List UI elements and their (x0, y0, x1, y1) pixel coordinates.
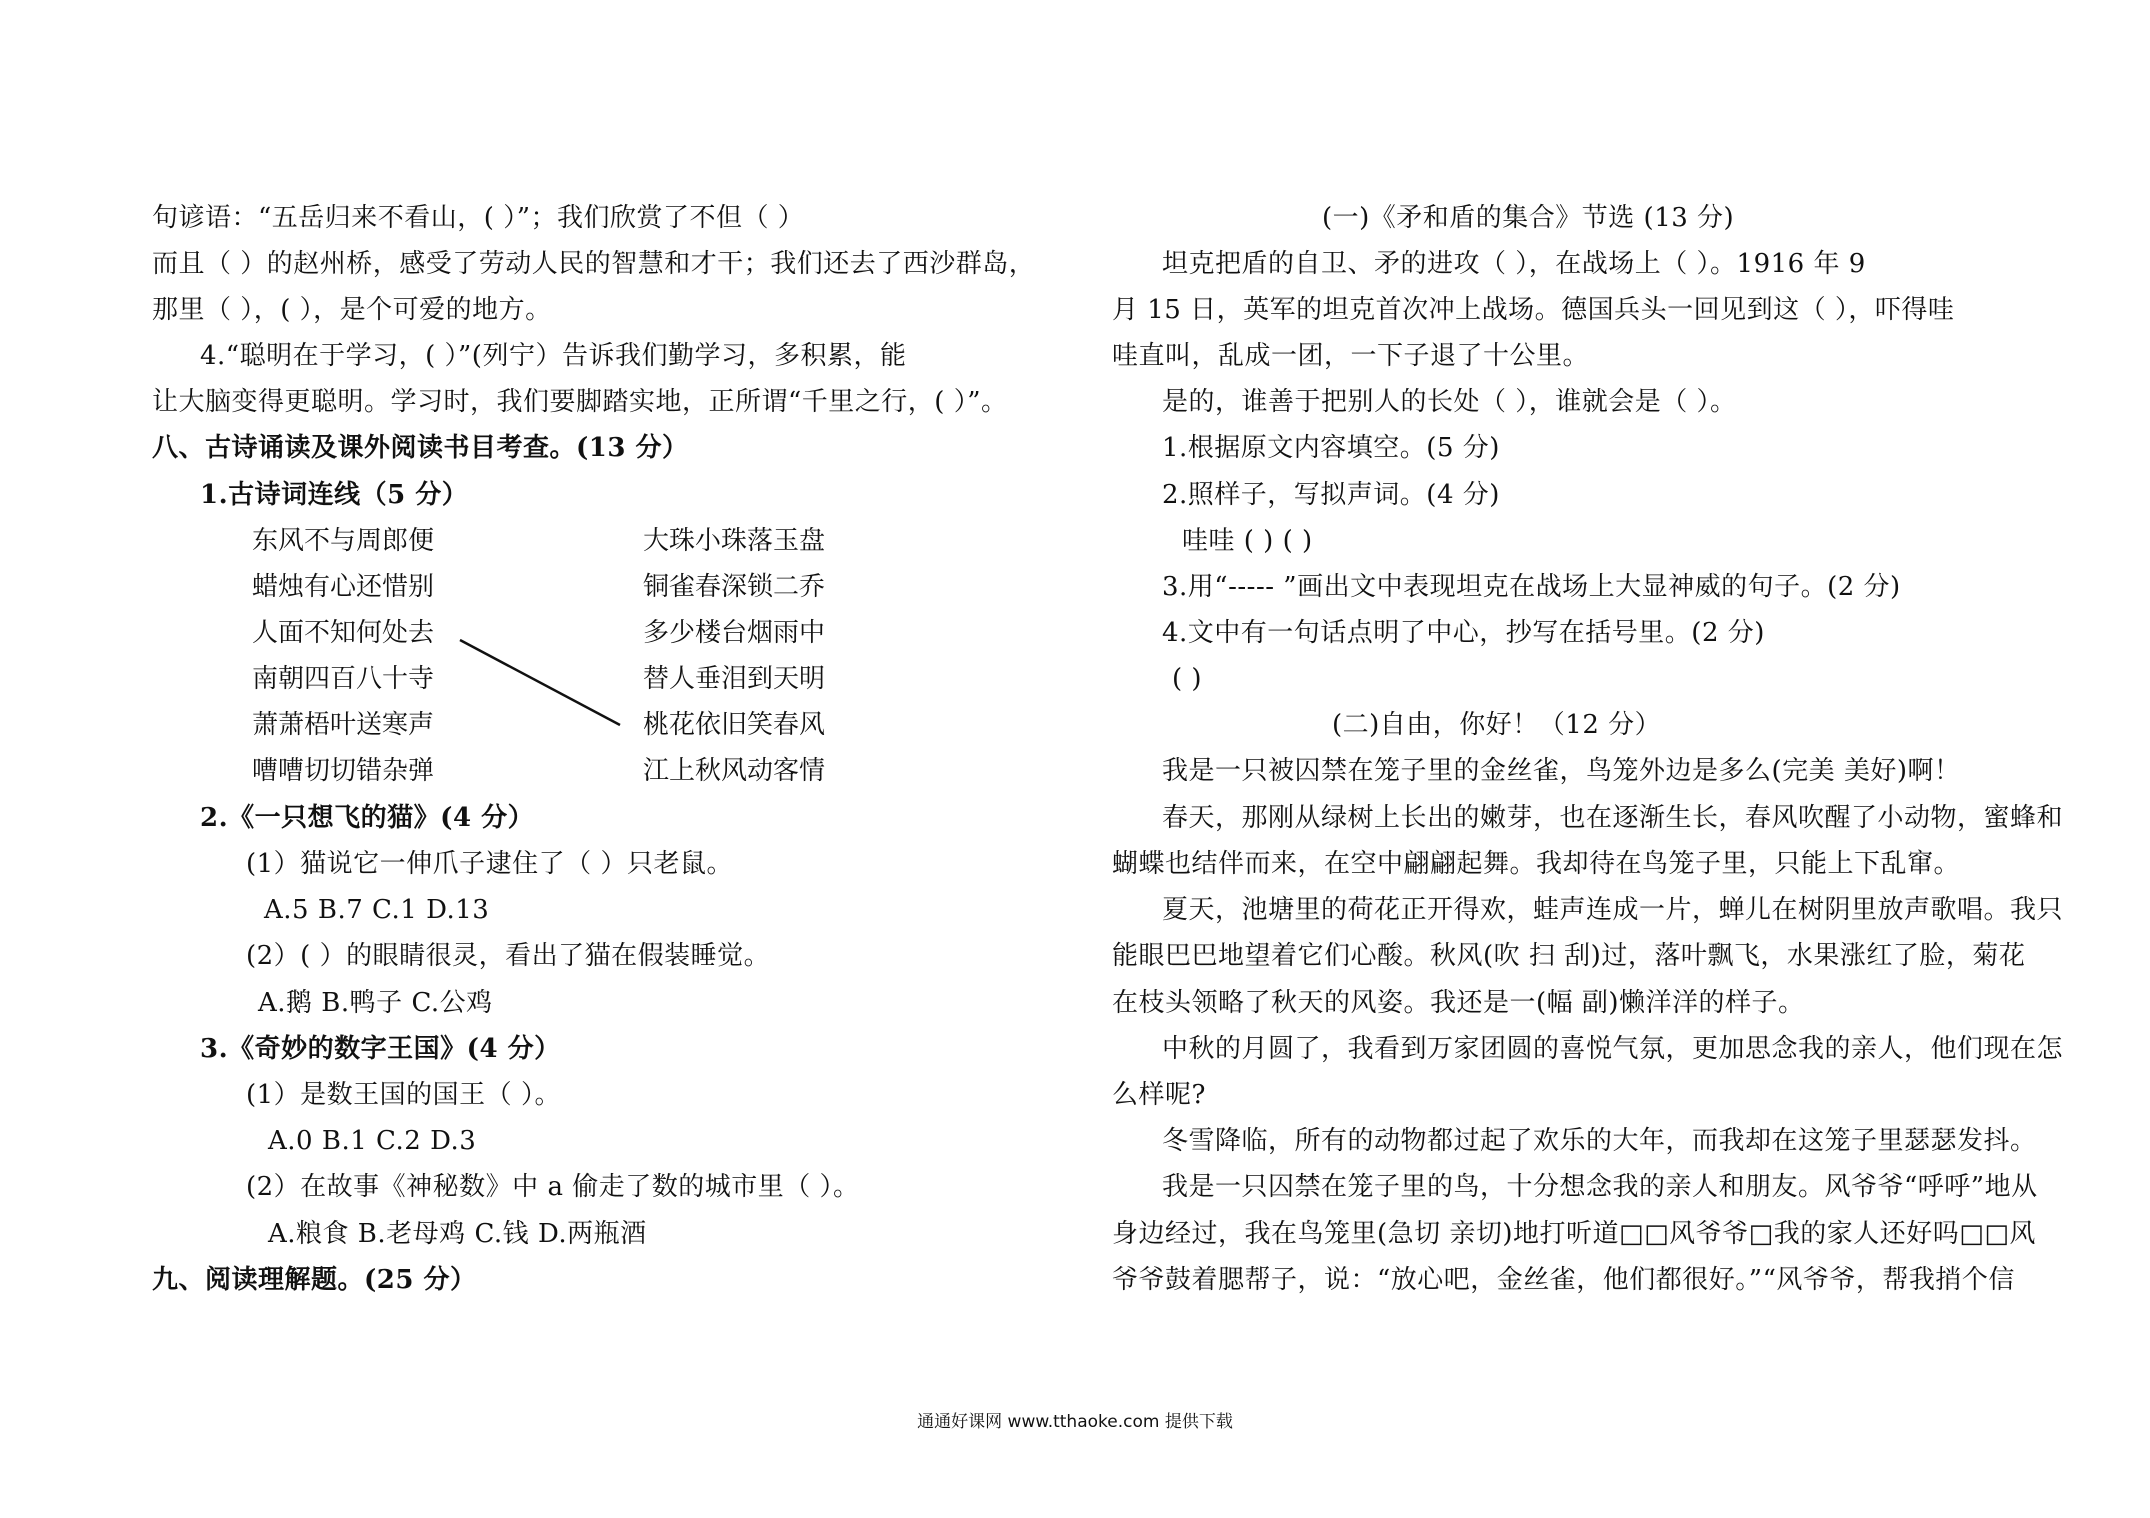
text-line: 春天，那刚从绿树上长出的嫩芽，也在逐渐生长，春风吹醒了小动物，蜜蜂和 (1162, 803, 2064, 833)
poem-left-line: 东风不与周郎便 (252, 526, 435, 556)
question-line: (2）( ）的眼睛很灵，看出了猫在假装睡觉。 (246, 941, 771, 971)
passage-title: (二)自由，你好！（12 分） (1332, 710, 1662, 740)
options-line: A.粮食 B.老母鸡 C.钱 D.两瓶酒 (268, 1219, 647, 1249)
poem-right-line: 铜雀春深锁二乔 (643, 572, 826, 602)
poem-left-line: 蜡烛有心还惜别 (252, 572, 435, 602)
text-line: 中秋的月圆了，我看到万家团圆的喜悦气氛，更加思念我的亲人，他们现在怎 (1162, 1034, 2064, 1064)
text-line: 冬雪降临，所有的动物都过起了欢乐的大年，而我却在这笼子里瑟瑟发抖。 (1162, 1126, 2037, 1156)
options-line: A.5 B.7 C.1 D.13 (264, 895, 490, 925)
text-line: 蝴蝶也结伴而来，在空中翩翩起舞。我却待在鸟笼子里，只能上下乱窜。 (1112, 849, 1961, 879)
question-line: 4.文中有一句话点明了中心，抄写在括号里。(2 分) (1162, 618, 1765, 648)
text-line: 坦克把盾的自卫、矛的进攻（ ），在战场上（ ）。1916 年 9 (1162, 249, 1866, 279)
text-line: 月 15 日，英军的坦克首次冲上战场。德国兵头一回见到这（ ），吓得哇 (1112, 295, 1955, 325)
text-line: 哇直叫，乱成一团，一下子退了十公里。 (1112, 341, 1590, 371)
text-line: 能眼巴巴地望着它们心酸。秋风(吹 扫 刮)过，落叶飘飞，水果涨红了脸，菊花 (1112, 941, 2026, 971)
question-line: (1）是数王国的国王（ ）。 (246, 1080, 561, 1110)
text-line: 爷爷鼓着腮帮子，说：“放心吧，金丝雀，他们都很好。”“风爷爷，帮我捎个信 (1112, 1265, 2015, 1295)
question-line: (2）在故事《神秘数》中 a 偷走了数的城市里（ ）。 (246, 1172, 860, 1202)
sub-heading: 1.古诗词连线（5 分） (200, 480, 469, 510)
example-line: 哇哇 ( ) ( ) (1182, 526, 1313, 556)
question-line: 3.用“----- ”画出文中表现坦克在战场上大显神威的句子。(2 分) (1162, 572, 1901, 602)
text-line: 在枝头领略了秋天的风姿。我还是一(幅 副)懒洋洋的样子。 (1112, 988, 1805, 1018)
sub-heading: 3.《奇妙的数字王国》(4 分） (200, 1034, 561, 1064)
section-heading: 八、古诗诵读及课外阅读书目考查。(13 分） (152, 433, 689, 463)
answer-brackets: ( ) (1172, 664, 1203, 694)
poem-left-line: 人面不知何处去 (252, 618, 435, 648)
text-line: 夏天，池塘里的荷花正开得欢，蛙声连成一片，蝉儿在树阴里放声歌唱。我只 (1162, 895, 2064, 925)
options-line: A.0 B.1 C.2 D.3 (268, 1126, 477, 1156)
options-line: A.鹅 B.鸭子 C.公鸡 (258, 988, 493, 1018)
text-line: 么样呢? (1112, 1080, 1206, 1110)
text-line: 我是一只囚禁在笼子里的鸟，十分想念我的亲人和朋友。风爷爷“呼呼”地从 (1162, 1172, 2038, 1202)
sub-heading: 2.《一只想飞的猫》(4 分） (200, 803, 535, 833)
poem-right-line: 江上秋风动客情 (643, 756, 826, 786)
poem-right-line: 替人垂泪到天明 (643, 664, 826, 694)
question-line: (1）猫说它一伸爪子逮住了（ ）只老鼠。 (246, 849, 733, 879)
poem-right-line: 大珠小珠落玉盘 (643, 526, 826, 556)
poem-left-line: 南朝四百八十寺 (252, 664, 435, 694)
question-line: 2.照样子，写拟声词。(4 分) (1162, 480, 1500, 510)
text-line: 让大脑变得更聪明。学习时，我们要脚踏实地，正所谓“千里之行，( ）”。 (152, 387, 1008, 417)
poem-left-line: 嘈嘈切切错杂弹 (252, 756, 435, 786)
text-line: 那里（ ），( ），是个可爱的地方。 (152, 295, 552, 325)
text-line: 我是一只被囚禁在笼子里的金丝雀，鸟笼外边是多么(完美 美好)啊！ (1162, 756, 1961, 786)
passage-title: (一)《矛和盾的集合》节选 (13 分) (1322, 203, 1735, 233)
right-column (1100, 0, 2150, 1518)
poem-right-line: 桃花依旧笑春风 (643, 710, 826, 740)
text-line: 是的，谁善于把别人的长处（ ），谁就会是（ ）。 (1162, 387, 1737, 417)
text-line: 4.“聪明在于学习，( ）”(列宁）告诉我们勤学习，多积累，能 (200, 341, 907, 371)
text-line: 身边经过，我在鸟笼里(急切 亲切)地打听道□□风爷爷□我的家人还好吗□□风 (1112, 1219, 2036, 1249)
section-heading: 九、阅读理解题。(25 分） (152, 1265, 477, 1295)
text-line: 而且（ ）的赵州桥，感受了劳动人民的智慧和才干；我们还去了西沙群岛， (152, 249, 1036, 279)
poem-right-line: 多少楼台烟雨中 (643, 618, 826, 648)
footer-watermark: 通通好课网 www.tthaoke.com 提供下载 (917, 1412, 1233, 1432)
poem-left-line: 萧萧梧叶送寒声 (252, 710, 435, 740)
text-line: 句谚语：“五岳归来不看山，( ）”；我们欣赏了不但（ ） (152, 203, 805, 233)
question-line: 1.根据原文内容填空。(5 分) (1162, 433, 1500, 463)
